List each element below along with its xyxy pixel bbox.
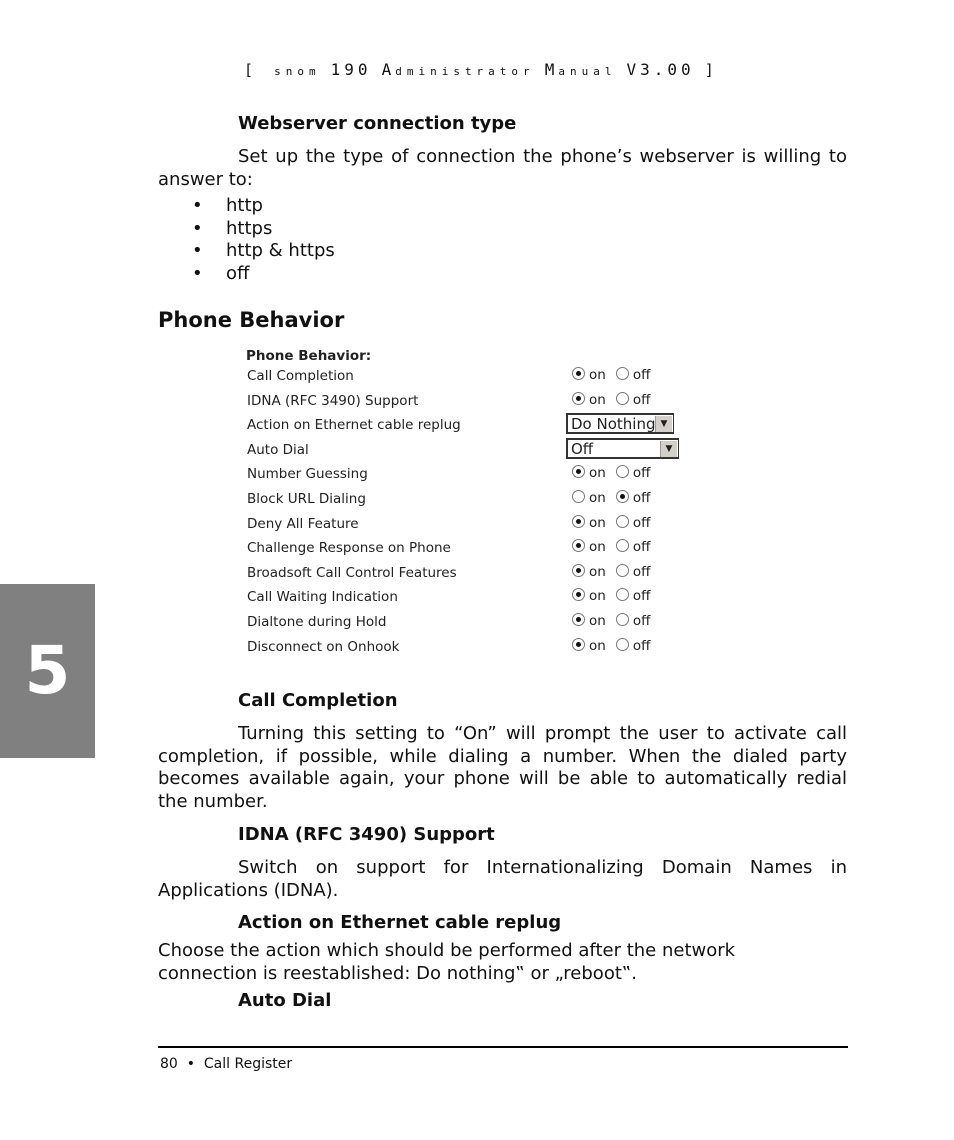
running-header: [ snom 190 Administrator Manual V3.00 ]: [244, 60, 715, 79]
setting-row: [246, 614, 686, 639]
subheading-idna: IDNA (RFC 3490) Support: [238, 824, 495, 845]
setting-row: [246, 639, 686, 664]
on-off-radio-group: [572, 465, 660, 481]
setting-row: [246, 540, 686, 565]
radio-off-label: off: [632, 612, 651, 629]
select-value: Off: [571, 439, 594, 458]
radio-off-label: off: [632, 637, 651, 654]
setting-row: [246, 516, 686, 541]
radio-off-label: off: [632, 539, 651, 556]
radio-off-label: off: [632, 563, 651, 580]
setting-label: Challenge Response on Phone: [247, 540, 451, 557]
chevron-down-icon[interactable]: ▼: [660, 441, 677, 457]
radio-on[interactable]: [572, 613, 585, 626]
radio-off[interactable]: [616, 539, 629, 552]
radio-on[interactable]: [572, 539, 585, 552]
radio-off-label: off: [632, 489, 651, 506]
radio-on-label: on: [589, 367, 606, 383]
footer-rule: [158, 1046, 848, 1048]
paragraph-call-completion: Turning this setting to “On” will prompt the user to activate call completion, if possible, while dialing a number. When the dialed party becomes available again, your phone will be able to automatically redial the number.: [158, 723, 847, 812]
setting-label: Disconnect on Onhook: [247, 638, 400, 655]
paragraph-replug: Choose the action which should be performed after the network connection is reestablished: Do nothing‟ or „reboot‟.: [158, 940, 736, 984]
radio-off-label: off: [632, 391, 651, 408]
setting-label: Block URL Dialing: [247, 490, 366, 507]
radio-on-label: on: [589, 489, 606, 506]
connection-type-list: [192, 195, 335, 285]
radio-on-label: on: [589, 637, 606, 654]
on-off-radio-group: [572, 564, 660, 580]
subheading-webserver: Webserver connection type: [238, 113, 517, 134]
page-footer: 80 • Call Register: [160, 1056, 293, 1072]
radio-off[interactable]: [616, 613, 629, 626]
radio-on[interactable]: [572, 515, 585, 528]
on-off-radio-group: [572, 638, 660, 654]
radio-off[interactable]: [616, 392, 629, 405]
radio-on-label: on: [589, 391, 606, 408]
header-version: V3.00: [626, 60, 695, 79]
on-off-radio-group: [572, 490, 660, 506]
radio-on[interactable]: [572, 638, 585, 651]
setting-label: Action on Ethernet cable replug: [247, 417, 461, 434]
radio-on[interactable]: [572, 367, 585, 380]
radio-off-label: off: [632, 588, 651, 605]
radio-on-label: on: [589, 612, 606, 629]
setting-label: Call Waiting Indication: [247, 589, 398, 606]
panel-title: Phone Behavior:: [246, 348, 372, 364]
on-off-radio-group: [572, 367, 660, 383]
chapter-tab: 5: [0, 584, 95, 758]
list-item: • http & https: [192, 240, 335, 261]
on-off-radio-group: [572, 588, 660, 604]
radio-on[interactable]: [572, 392, 585, 405]
header-brand: snom: [274, 65, 321, 78]
subheading-auto-dial: Auto Dial: [238, 990, 332, 1011]
radio-on-label: on: [589, 539, 606, 556]
paragraph-idna: Switch on support for Internationalizing Domain Names in Applications (IDNA).: [158, 857, 847, 901]
setting-row: [246, 368, 686, 393]
section-heading-phone-behavior: Phone Behavior: [158, 308, 345, 332]
radio-on[interactable]: [572, 564, 585, 577]
subheading-replug: Action on Ethernet cable replug: [238, 912, 562, 933]
on-off-radio-group: [572, 392, 660, 408]
setting-label: Number Guessing: [247, 466, 368, 483]
radio-on-label: on: [589, 514, 606, 531]
radio-off-label: off: [632, 514, 651, 531]
paragraph-webserver: Set up the type of connection the phone’s webserver is willing to answer to:: [158, 146, 847, 190]
radio-off-label: off: [632, 465, 651, 482]
setting-row: [246, 439, 686, 467]
chevron-down-icon[interactable]: ▼: [655, 416, 672, 432]
radio-on[interactable]: [572, 490, 585, 503]
page-number: 80: [160, 1056, 178, 1072]
select-value: Do Nothing: [571, 415, 656, 434]
on-off-radio-group: [572, 539, 660, 555]
subheading-call-completion: Call Completion: [238, 690, 398, 711]
radio-on-label: on: [589, 465, 606, 482]
setting-label: IDNA (RFC 3490) Support: [247, 392, 419, 409]
radio-off[interactable]: [616, 465, 629, 478]
radio-on-label: on: [589, 563, 606, 580]
list-item: • https: [192, 217, 273, 239]
on-off-radio-group: [572, 613, 660, 629]
setting-label: Call Completion: [247, 368, 354, 384]
radio-off-label: off: [632, 367, 651, 383]
setting-row: [246, 491, 686, 516]
radio-off[interactable]: [616, 588, 629, 601]
radio-on[interactable]: [572, 465, 585, 478]
radio-on[interactable]: [572, 588, 585, 601]
radio-off[interactable]: [616, 638, 629, 651]
setting-label: Auto Dial: [247, 441, 309, 458]
on-off-radio-group: [572, 515, 660, 531]
phone-behavior-panel: [246, 348, 686, 663]
footer-section: Call Register: [203, 1056, 293, 1072]
setting-label: Deny All Feature: [247, 515, 359, 532]
setting-row: [246, 565, 686, 590]
setting-row: [246, 466, 686, 491]
setting-label: Broadsoft Call Control Features: [247, 564, 457, 581]
radio-off[interactable]: [616, 515, 629, 528]
list-item: • http: [192, 195, 263, 216]
radio-off[interactable]: [616, 367, 629, 380]
setting-select[interactable]: [566, 438, 679, 459]
radio-on-label: on: [589, 588, 606, 605]
setting-row: [246, 589, 686, 614]
radio-off[interactable]: [616, 564, 629, 577]
setting-select[interactable]: [566, 413, 674, 434]
list-item: • off: [192, 262, 250, 284]
radio-off[interactable]: [616, 490, 629, 503]
setting-label: Dialtone during Hold: [247, 613, 387, 630]
